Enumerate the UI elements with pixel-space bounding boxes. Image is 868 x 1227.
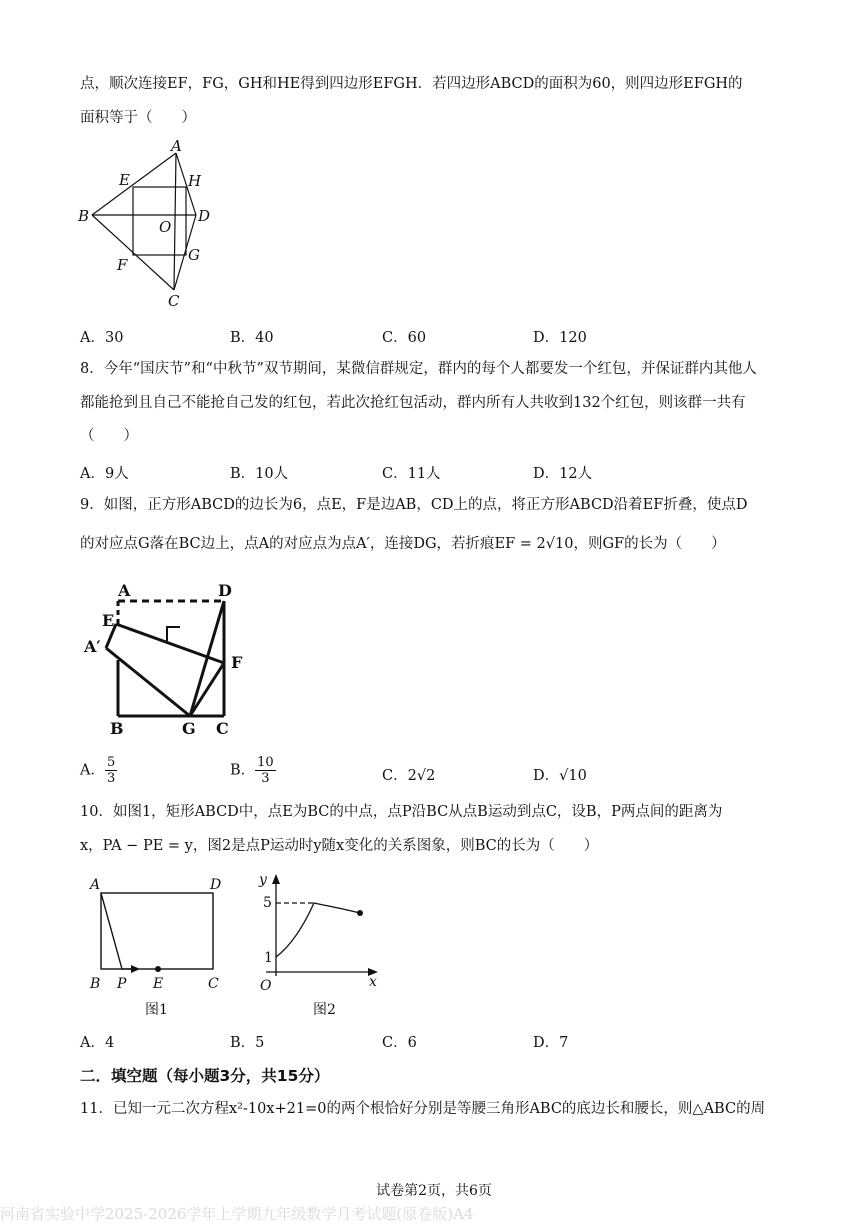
fraction-numerator: 5 [106,755,116,770]
q9-label-a: A [118,581,131,600]
option-letter: D． [533,330,560,346]
q9-label-g: G [182,719,196,738]
option-value: 60 [407,330,427,346]
q10-caption-1: 图1 [145,1002,168,1018]
option-value: 12人 [559,466,593,482]
option-letter: B． [230,330,256,346]
q8-option-c[interactable] [382,462,441,483]
q7-text-line1: 点，顺次连接EF，FG，GH和HE得到四边形EFGH．若四边形ABCD的面积为60，则四边形EFGH的 [80,76,743,92]
option-letter: A． [80,1035,105,1051]
q10-option-b[interactable] [230,1031,264,1052]
q10-graph-curve [276,903,360,957]
option-letter: C． [382,466,408,482]
q9-text-line2: 的对应点G落在BC边上，点A的对应点为点A′，连接DG，若折痕EF = 2√10，则GF的长为（ ） [80,536,726,552]
q9-right-angle-mark [167,627,180,641]
q7-option-a[interactable] [80,326,123,347]
q10-label-b: B [90,976,101,992]
q7-label-b: B [78,207,90,225]
fraction-numerator: 10 [257,755,274,770]
option-letter: B． [230,466,256,482]
option-value: 2√2 [407,768,436,784]
q7-label-h: H [188,172,202,190]
option-value: 7 [559,1035,569,1051]
q10-y-arrow [272,874,280,884]
q10-label-x: x [369,974,377,990]
q10-label-d: D [210,877,222,893]
option-value: 6 [407,1035,417,1051]
q9-segment-gf [190,663,224,716]
q9-label-d: D [218,581,232,600]
q10-tick-5: 5 [263,895,272,911]
q10-text-line1: 10．如图1，矩形ABCD中，点E为BC的中点，点P沿BC从点B运动到点C，设B，P两点间的距离为 [80,804,723,820]
q10-tick-1: 1 [264,950,273,966]
q10-label-c: C [208,976,219,992]
q10-option-a[interactable] [80,1031,114,1052]
q10-text-line2: x，PA − PE = y，图2是点P运动时y随x变化的关系图象，则BC的长为（ ） [80,838,599,854]
option-letter: C． [382,330,408,346]
option-letter: A． [80,762,105,779]
q10-label-y: y [259,872,267,888]
q10-option-c[interactable] [382,1031,417,1052]
q8-text-line1: 8．今年“国庆节”和“中秋节”双节期间，某微信群规定，群内的每个人都要发一个红包，并保证群内其他人 [80,361,757,377]
fraction [255,755,276,786]
q7-option-b[interactable] [230,326,274,347]
page-footer: 试卷第2页，共6页 [376,1183,492,1199]
watermark: 河南省实验中学2025-2026学年上学期九年级数学月考试题(原卷版)A4 [0,1205,474,1223]
q9-figure [80,575,255,740]
q10-label-p: P [117,976,127,992]
q8-option-b[interactable] [230,462,288,483]
q7-option-c[interactable] [382,326,426,347]
fraction-denominator: 3 [261,771,270,786]
section-title: 二．填空题（每小题3分，共15分） [80,1067,330,1085]
q10-figure-2 [250,866,385,1020]
option-value: √10 [559,768,587,784]
q10-point-e [155,966,161,972]
q10-label-o: O [260,978,272,994]
fraction-denominator: 3 [106,771,116,786]
q10-label-a: A [90,877,101,893]
q10-option-d[interactable] [533,1031,568,1052]
q8-option-a[interactable] [80,462,129,483]
q8-option-d[interactable] [533,462,592,483]
q7-text-line2: 面积等于（ ） [80,110,196,126]
q9-label-a-prime: A′ [84,637,101,656]
q7-label-c: C [168,292,180,310]
q9-label-c: C [216,719,229,738]
q10-label-e: E [153,976,164,992]
option-letter: B． [230,762,256,779]
option-value: 30 [104,330,124,346]
option-letter: C． [382,768,408,784]
q8-text-line2: 都能抢到且自己不能抢自己发的红包，若此次抢红包活动，群内所有人共收到132个红包，则该群一共有 [80,395,746,411]
option-value: 120 [559,330,587,346]
q9-option-c[interactable] [382,764,435,785]
option-value: 40 [255,330,274,346]
q9-option-a[interactable] [80,755,117,786]
q7-label-a: A [171,138,182,155]
option-value: 11人 [407,466,441,482]
option-value: 5 [255,1035,265,1051]
q9-label-b: B [110,719,124,738]
q9-segment-dg [190,601,224,716]
option-value: 4 [104,1035,115,1051]
q7-diagonal-ac [174,153,176,290]
q7-label-d: D [198,207,211,225]
option-letter: D． [533,1035,560,1051]
option-letter: D． [533,466,560,482]
q7-option-d[interactable] [533,326,587,347]
q8-text-line3: （ ） [80,428,138,444]
option-letter: A． [80,466,105,482]
q11-text-line1: 11．已知一元二次方程x²-10x+21=0的两个根恰好分别是等腰三角形ABC的底边长和腰长，则△ABC的周 [80,1101,766,1117]
q7-label-e: E [119,171,130,189]
q10-segment-ap [101,893,122,969]
option-letter: D． [533,768,560,784]
q10-figure-1 [80,868,230,1020]
option-value: 10人 [255,466,289,482]
q10-rect-abcd [101,893,213,969]
option-letter: B． [230,1035,256,1051]
q9-label-e: E [102,611,115,630]
q7-edge-ab [92,153,176,215]
option-value: 9人 [104,466,129,482]
option-letter: C． [382,1035,408,1051]
q9-text-line1: 9．如图，正方形ABCD的边长为6，点E，F是边AB，CD上的点，将正方形ABCD沿着EF折叠，使点D [80,497,748,513]
q10-endpoint [357,910,363,916]
q7-figure [75,138,225,310]
fraction [105,755,117,786]
q10-arrow-head [131,965,140,973]
q7-label-f: F [117,256,128,274]
q9-option-d[interactable] [533,764,587,785]
q10-caption-2: 图2 [313,1002,336,1018]
q7-label-o: O [159,218,172,236]
q9-label-f: F [231,653,243,672]
option-letter: A． [80,330,105,346]
q9-option-b[interactable] [230,755,276,786]
q7-label-g: G [188,246,200,264]
